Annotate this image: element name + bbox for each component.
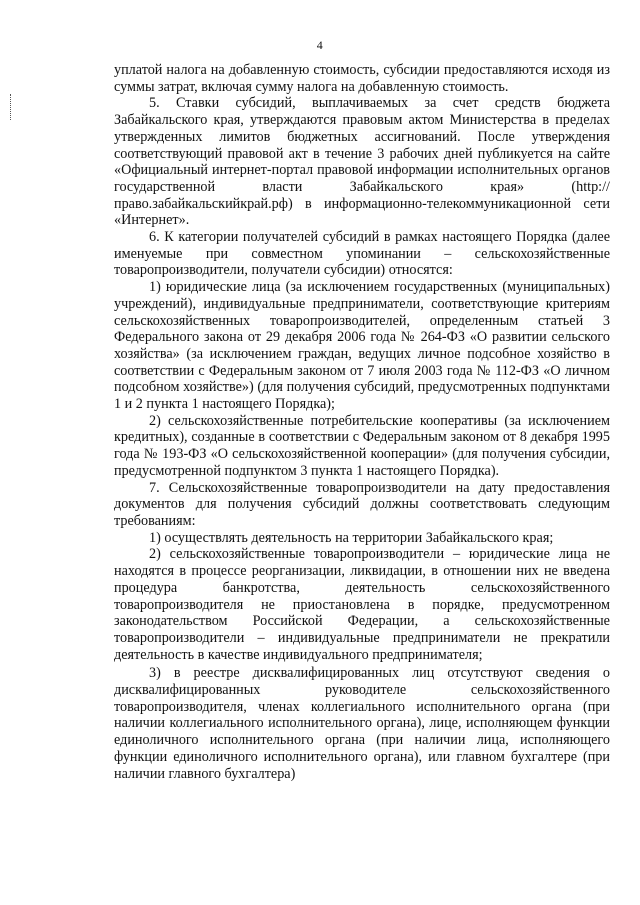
margin-scan-mark (10, 94, 15, 120)
paragraph-item-7-3: 3) в реестре дисквалифицированных лиц отсутствуют сведения о дисквалифицированных руководителе сельскохозяйственного товаропроизводителя, членах коллегиального исполнительного органа (при наличии коллегиального исполнительного органа), лице, исполняющем функции единоличного исполнительного органа (при наличии лица, исполняющего функции единоличного исполнительного органа), или главном бухгалтере (при наличии главного бухгалтера) (114, 665, 610, 782)
paragraph-item-6-1: 1) юридические лица (за исключением государственных (муниципальных) учреждений), индивидуальные предприниматели, соответствующие критериям сельскохозяйственных товаропроизводителей, определенным статьей 3 Федерального закона от 29 декабря 2006 года № 264-ФЗ «О развитии сельского хозяйства» (за исключением граждан, ведущих личное подсобное хозяйство в соответствии с Федеральным законом от 7 июля 2003 года № 112-ФЗ «О личном подсобном хозяйстве») (для получения субсидий, предусмотренных подпунктами 1 и 2 пункта 1 настоящего Порядка); (114, 279, 610, 413)
page-number: 4 (316, 38, 324, 52)
paragraph-item-7-1: 1) осуществлять деятельность на территории Забайкальского края; (149, 529, 554, 546)
paragraph-item-7: 7. Сельскохозяйственные товаропроизводители на дату предоставления документов для получения субсидий должны соответствовать следующим требованиям: (114, 479, 610, 529)
paragraph-item-6: 6. К категории получателей субсидий в рамках настоящего Порядка (далее именуемые при совместном упоминании – сельскохозяйственные товаропроизводители, получатели субсидии) относятся: (114, 229, 610, 279)
paragraph-item-7-2: 2) сельскохозяйственные товаропроизводители – юридические лица не находятся в процессе реорганизации, ликвидации, в отношении них не введена процедура банкротства, деятельность сельскохозяйственного товаропроизводителя не приостановлена в порядке, предусмотренном законодательством Российской Федерации, а сельскохозяйственные товаропроизводители – индивидуальные предприниматели не прекратили деятельность в качестве индивидуального предпринимателя; (114, 546, 610, 663)
paragraph-item-6-2: 2) сельскохозяйственные потребительские кооперативы (за исключением кредитных), созданные в соответствии с Федеральным законом от 8 декабря 1995 года № 193-ФЗ «О сельскохозяйственной кооперации» (для получения субсидии, предусмотренной подпунктом 3 пункта 1 настоящего Порядка). (114, 412, 610, 479)
paragraph-item-5: 5. Ставки субсидий, выплачиваемых за счет средств бюджета Забайкальского края, утверждаются правовым актом Министерства в пределах утвержденных лимитов бюджетных ассигнований. После утверждения соответствующий правовой акт в течение 3 рабочих дней публикуется на сайте «Официальный интернет-портал правовой информации исполнительных органов государственной власти Забайкальского края» (http://право.забайкальскийкрай.рф) в информационно-телекоммуникационной сети «Интернет». (114, 95, 610, 229)
document-body (114, 62, 610, 782)
paragraph-continuation: уплатой налога на добавленную стоимость, субсидии предоставляются исходя из суммы затрат, включая сумму налога на добавленную стоимость. (114, 62, 610, 95)
